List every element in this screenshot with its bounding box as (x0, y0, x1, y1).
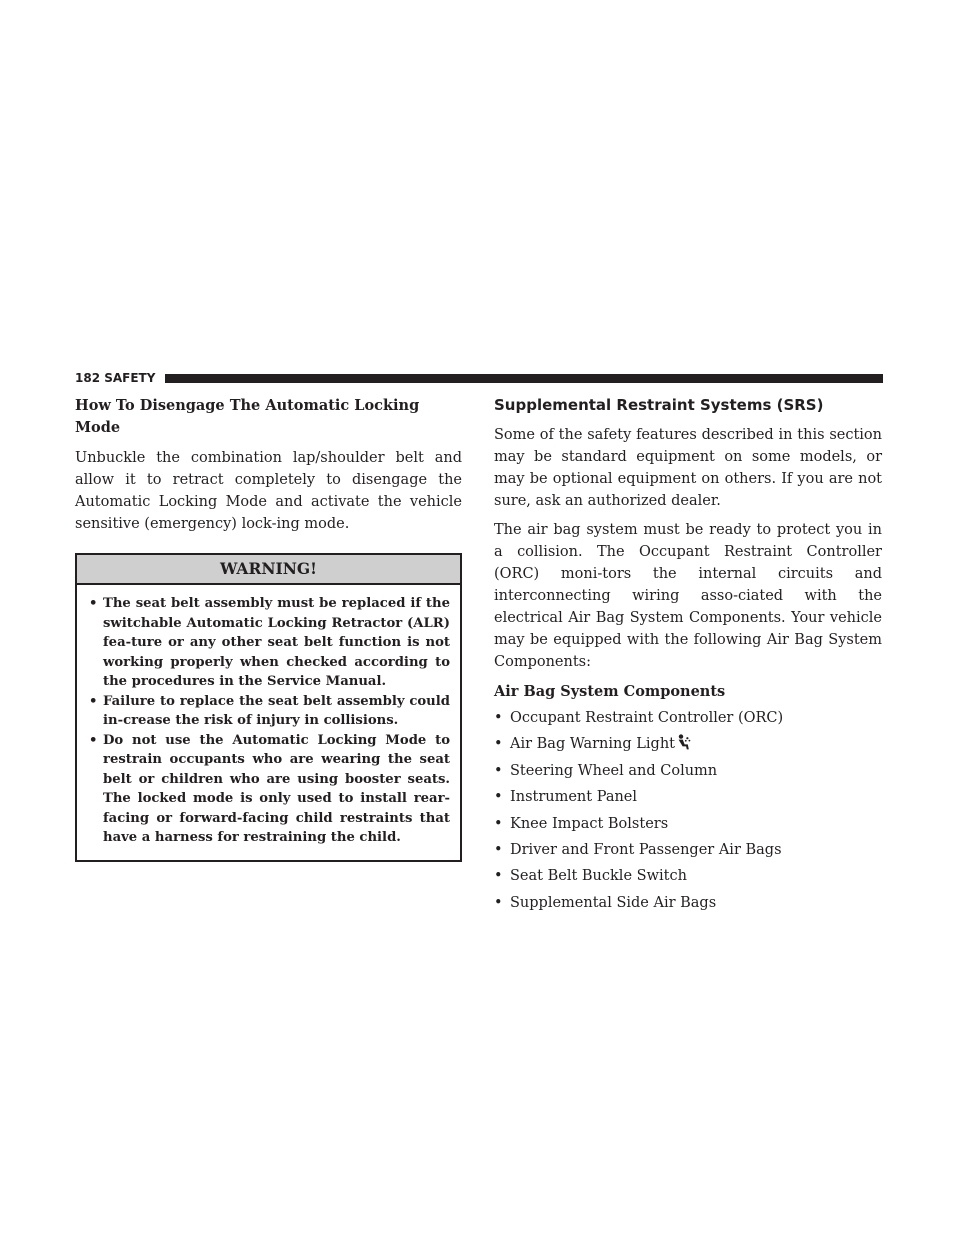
page-header (75, 371, 883, 385)
bullet-icon: • (494, 842, 503, 859)
bullet-icon: • (89, 596, 98, 611)
bullet-icon: • (494, 815, 503, 832)
components-heading: Air Bag System Components (494, 683, 726, 700)
header-rule (165, 374, 883, 383)
warning-item-text: Failure to replace the seat belt assembly could in-crease the risk of injury in collisions. (103, 693, 450, 728)
warning-box (75, 553, 462, 862)
page-number-section: 182 SAFETY (75, 371, 156, 385)
bullet-icon: • (494, 710, 503, 726)
list-item: • Instrument Panel (494, 784, 882, 810)
srs-heading: Supplemental Restraint Systems (SRS) (494, 396, 824, 414)
bullet-icon: • (494, 789, 503, 806)
disengage-paragraph: Unbuckle the combination lap/shoulder belt and allow it to retract completely to disengage the Automatic Locking Mode and activate the vehicle sensitive (emergency) lock-ing mode. (75, 450, 462, 532)
list-item: • Occupant Restraint Controller (ORC) (494, 705, 882, 731)
right-column (494, 395, 882, 916)
srs-paragraph-2: The air bag system must be ready to protect you in a collision. The Occupant Restraint Controller (ORC) moni-tors the internal circuits and interconnecting wiring asso-ciated with the electrical Air Bag System Components. Your vehicle may be equipped with the following Air Bag System Components: (494, 522, 882, 670)
list-item: • Supplemental Side Air Bags (494, 890, 882, 916)
bullet-icon: • (89, 732, 98, 748)
list-item: • Knee Impact Bolsters (494, 811, 882, 837)
list-item: • Air Bag Warning Light (494, 731, 882, 757)
bullet-icon: • (494, 762, 503, 779)
warning-item-text: Do not use the Automatic Locking Mode to restrain occupants who are wearing the seat belt or children who are using booster seats. The locked mode is only used to install rear-facing or forward-facing child restraints that have a harness for restraining the child. (103, 732, 450, 845)
list-item: • Seat Belt Buckle Switch (494, 863, 882, 889)
warning-title: WARNING! (77, 555, 460, 585)
warning-list (77, 585, 460, 860)
bullet-icon: • (89, 693, 98, 709)
bullet-icon: • (494, 894, 503, 911)
warning-item (89, 594, 450, 692)
left-column (75, 395, 462, 862)
components-list (494, 705, 882, 916)
airbag-warning-icon (676, 734, 691, 750)
bullet-icon: • (494, 736, 503, 753)
srs-paragraph-1: Some of the safety features described in this section may be standard equipment on some models, or may be optional equipment on others. If you are not sure, ask an authorized dealer. (494, 427, 882, 509)
disengage-heading: How To Disengage The Automatic Locking Mode (75, 397, 420, 436)
warning-item (89, 731, 450, 848)
list-item: • Driver and Front Passenger Air Bags (494, 837, 882, 863)
warning-item-text: The seat belt assembly must be replaced if the switchable Automatic Locking Retractor (ALR) fea-ture or any other seat belt function is not working properly when checked according to the procedures in the Service Manual. (103, 596, 450, 689)
warning-item (89, 692, 450, 731)
bullet-icon: • (494, 868, 503, 885)
list-item: • Steering Wheel and Column (494, 758, 882, 784)
